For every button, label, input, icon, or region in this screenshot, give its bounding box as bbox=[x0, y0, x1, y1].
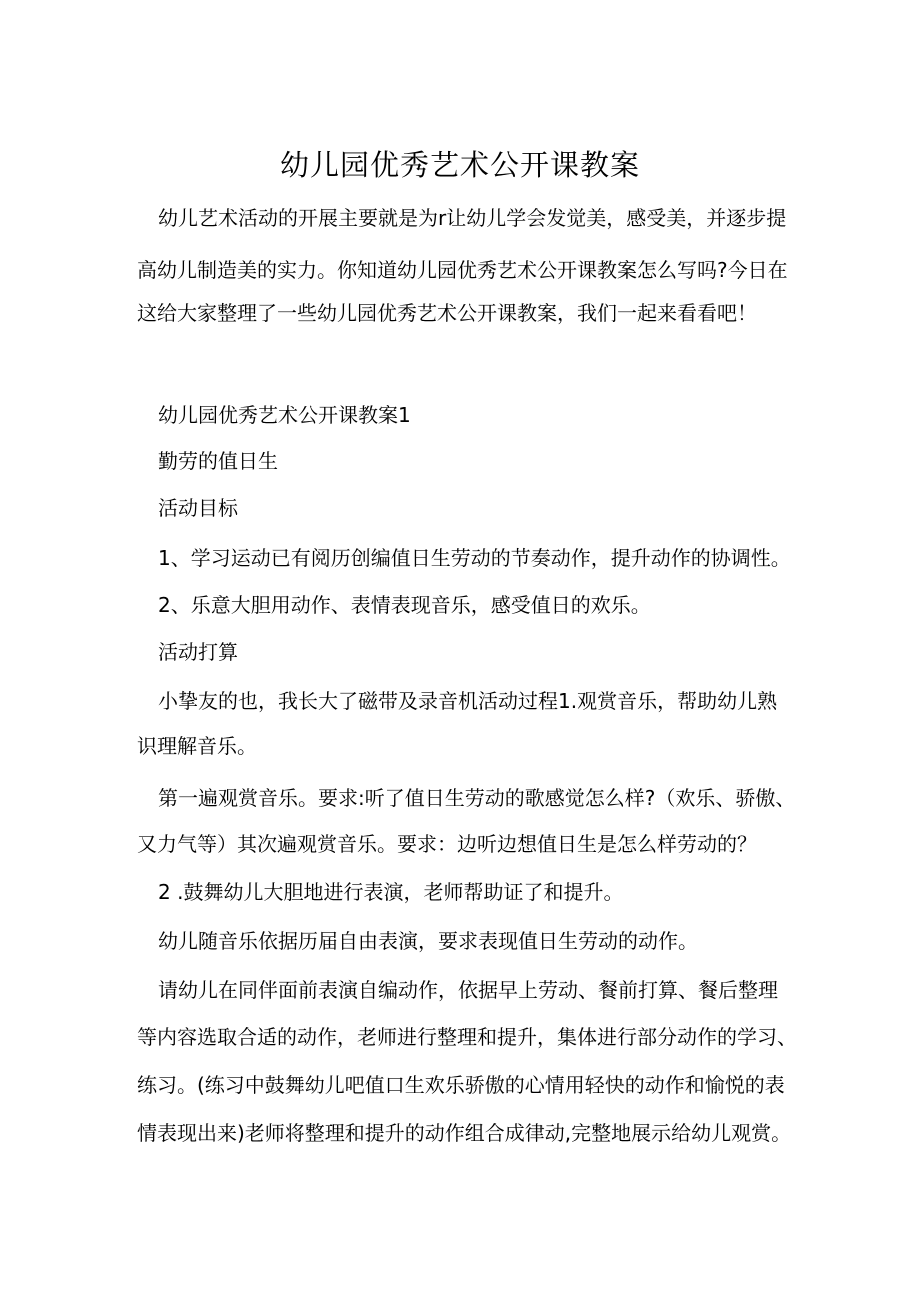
process-line-7: 请幼儿在同伴面前表演自编动作，依据早上劳动、餐前打算、餐后整理 bbox=[158, 978, 778, 1002]
process-line-4: 又力气等）其次遍观赏音乐。要求：边听边想值日生是怎么样劳动的？ bbox=[137, 832, 757, 856]
process-line-5: 2 .鼓舞幼儿大胆地进行表演，老师帮助证了和提升。 bbox=[158, 880, 624, 904]
process-line-9: 练习。(练习中鼓舞幼儿吧值口生欢乐骄傲的心情用轻快的动作和愉悦的表 bbox=[137, 1073, 785, 1097]
section-heading: 幼儿园优秀艺术公开课教案1 bbox=[158, 403, 411, 427]
process-line-3: 第一遍观赏音乐。要求:听了值日生劳动的歌感觉怎么样?（欢乐、骄傲、 bbox=[158, 786, 796, 810]
intro-line-2: 高幼儿制造美的实力。你知道幼儿园优秀艺术公开课教案怎么写吗?今日在 bbox=[137, 258, 788, 282]
process-line-8: 等内容选取合适的动作，老师进行整理和提升，集体进行部分动作的学习、 bbox=[137, 1025, 797, 1049]
process-line-6: 幼儿随音乐依据历届自由表演，要求表现值日生劳动的动作。 bbox=[158, 929, 698, 953]
activity-prep-heading: 活动打算 bbox=[158, 640, 238, 664]
intro-line-1: 幼儿艺术活动的开展主要就是为r让幼儿学会发觉美，感受美，并逐步提 bbox=[158, 206, 787, 230]
process-line-1: 小挚友的也，我长大了磁带及录音机活动过程1.观赏音乐，帮助幼儿熟 bbox=[158, 689, 778, 713]
goal-item-2: 2、乐意大胆用动作、表情表现音乐，感受值日的欢乐。 bbox=[158, 593, 651, 617]
process-line-10: 情表现出来)老师将整理和提升的动作组合成律动,完整地展示给幼儿观赏。 bbox=[137, 1121, 792, 1145]
document-title: 幼儿园优秀艺术公开课教案 bbox=[279, 148, 640, 182]
process-line-2: 识理解音乐。 bbox=[137, 734, 257, 758]
intro-line-3: 这给大家整理了一些幼儿园优秀艺术公开课教案，我们一起来看看吧！ bbox=[137, 301, 757, 325]
goal-item-1: 1、学习运动已有阅历创编值日生劳动的节奏动作，提升动作的协调性。 bbox=[158, 546, 791, 570]
lesson-name: 勤劳的值日生 bbox=[158, 449, 278, 473]
activity-goals-heading: 活动目标 bbox=[158, 496, 238, 520]
